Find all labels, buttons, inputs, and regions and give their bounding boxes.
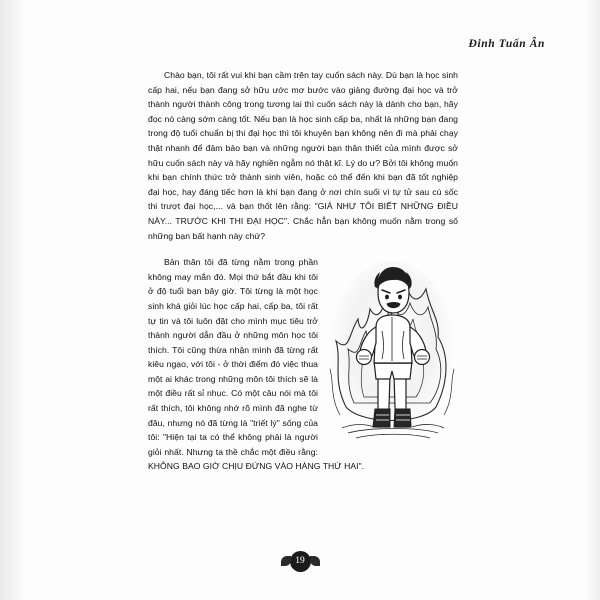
- page-body: [148, 68, 458, 474]
- leaf-ornament-icon: [281, 556, 291, 566]
- page-number: [0, 550, 600, 572]
- angry-boy-with-flames-illustration: [326, 257, 458, 453]
- page-number-badge: [290, 551, 311, 572]
- page-header: [469, 38, 545, 50]
- leaf-ornament-icon: [310, 556, 320, 566]
- paragraph: Bản thân tôi đã từng nằm trong phần không may mắn đó. Mọi thứ bắt đầu khi tôi ở độ tuổi bạn bây giờ. Tôi từng là một học sinh khá giỏi lúc học cấp hai, cấp ba, tôi rất tự tin và tôi luôn đặt cho mình mục tiêu trở thành người dẫn đầu ở những môn học tôi thích. Tôi cũng thừa nhận mình đã từng rất kiêu ngạo, với tôi - ở thời điểm đó việc thua một ai khác trong những môn tôi thích sẽ là một điều rất sỉ nhục. Có một câu nói mà tôi rất thích, tôi không nhớ rõ mình đã nghe từ đâu, nhưng nó đã từng là "triết lý" sống của tôi: "Hiện tại ta có thể không phải là người giỏi nhất. Nhưng ta thề chắc một điều rằng: KHÔNG BAO GIỜ CHỊU ĐỨNG VÀO HÀNG THỨ HAI".: [148, 257, 365, 472]
- paragraph: Chào bạn, tôi rất vui khi bạn cầm trên tay cuốn sách này. Dù bạn là học sinh cấp hai, nếu bạn đang sở hữu ước mơ bước vào giảng đường đại học và trở thành người thành công trong tương lai thì cuốn sách này là dành cho bạn, hãy đọc nó càng sớm càng tốt. Nếu bạn là học sinh cấp ba, nhất là những bạn đang trong độ tuổi chuẩn bị thi đại học thì tôi khuyên bạn không nên đi mà phải chạy thật nhanh để đảm bảo bạn và những người bạn thân thiết của mình được sở hữu cuốn sách này và hãy nghiền ngẫm nó thật kĩ. Lý do ư? Bởi tôi không muốn khi bạn chính thức trở thành sinh viên, hoặc có thể đến khi bạn đã tốt nghiệp đại học, hay đáng tiếc hơn là khi bạn đang ở nơi chín suối vì tự tử sau cú sốc thi trượt đại học,... và bạn thốt lên rằng: "GIÁ NHƯ TÔI BIẾT NHỮNG ĐIỀU NÀY... TRƯỚC KHI THI ĐẠI HỌC". Chắc hẳn bạn không muốn nằm trong số những bạn bất hạnh này chứ?: [148, 70, 458, 241]
- page-number-text: 19: [295, 556, 305, 566]
- author-name: Đinh Tuấn Ân: [468, 38, 545, 50]
